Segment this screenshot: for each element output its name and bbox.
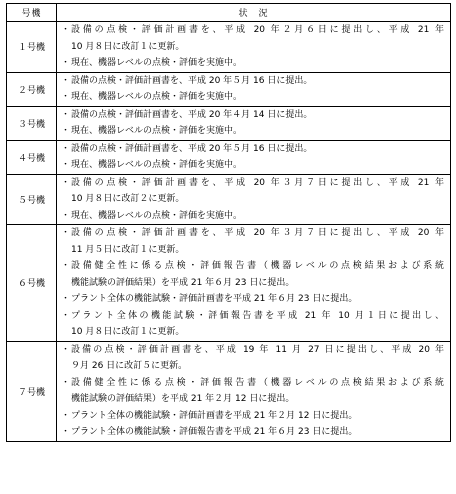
status-item [57, 107, 450, 124]
status-line: ・ 設備の点検・評価計画書を、平成 19 年 11 月 27 日に提出し、平成 20 年 [71, 344, 444, 355]
status-line: 機能試験の評価結果）を平成 21 年６月 23 日に提出。 [71, 277, 295, 288]
status-line: ・ 現在、機器レベルの点検・評価を実施中。 [71, 92, 243, 102]
status-item [57, 157, 450, 174]
status-item [57, 22, 450, 55]
status-line: ９月 26 日に改訂５に更新。 [71, 361, 188, 371]
status-line: ・ 設備の点検・評価計画書を、平成 20 年３月７日に提出し、平成 21 年 [71, 177, 444, 188]
status-item [57, 73, 450, 90]
status-table [6, 3, 451, 442]
unit-column-header: 号機 [7, 4, 57, 22]
table-row [7, 72, 451, 106]
status-cell [57, 140, 451, 174]
unit-cell: ２号機 [7, 72, 57, 106]
status-item [57, 175, 450, 208]
status-item [57, 308, 450, 341]
status-line: ・ プラント全体の機能試験・評価計画書を平成 21 年２月 12 日に提出。 [71, 410, 358, 421]
status-line: 10 月８日に改訂１に更新。 [71, 327, 185, 337]
status-line: ・ 現在、機器レベルの点検・評価を実施中。 [71, 210, 243, 221]
status-line: 機能試験の評価結果）を平成 21 年２月 12 日に提出。 [71, 394, 295, 404]
table-header-row [7, 4, 451, 22]
status-line: ・ 現在、機器レベルの点検・評価を実施中。 [71, 126, 243, 136]
status-item [57, 225, 450, 258]
unit-cell: ５号機 [7, 174, 57, 225]
status-item [57, 258, 450, 291]
table-row [7, 174, 451, 225]
status-line: ・ 設備の点検・評価計画書を、平成 20 年５月 16 日に提出。 [71, 143, 313, 154]
table-row [7, 22, 451, 73]
status-cell [57, 106, 451, 140]
status-cell [57, 225, 451, 342]
unit-cell: ７号機 [7, 341, 57, 441]
status-item [57, 342, 450, 375]
status-line: ・ 設備の点検・評価計画書を、平成 20 年２月６日に提出し、平成 21 年 [71, 25, 444, 35]
status-cell [57, 341, 451, 441]
status-line: ・ 設備の点検・評価計画書を、平成 20 年４月 14 日に提出。 [71, 109, 313, 120]
table-row [7, 341, 451, 441]
status-item [57, 141, 450, 158]
status-line: ・ 設備健全性に係る点検・評価報告書（機器レベルの点検結果および系統 [71, 377, 444, 388]
status-cell [57, 174, 451, 225]
status-line: ・ 現在、機器レベルの点検・評価を実施中。 [71, 58, 243, 68]
status-line: ・ 設備の点検・評価計画書を、平成 20 年３月７日に提出し、平成 20 年 [71, 228, 444, 238]
unit-cell: １号機 [7, 22, 57, 73]
status-item [57, 55, 450, 72]
status-line: 11 月５日に改訂１に更新。 [71, 244, 185, 255]
unit-cell: ６号機 [7, 225, 57, 342]
status-item [57, 89, 450, 106]
table-body [7, 22, 451, 442]
status-item [57, 408, 450, 425]
status-cell [57, 22, 451, 73]
status-item [57, 123, 450, 140]
status-line: ・ プラント全体の機能試験・評価報告書を平成 21 年 10 月１日に提出し、 [71, 310, 444, 321]
table-row [7, 140, 451, 174]
status-item [57, 375, 450, 408]
status-line: 10 月８日に改訂１に更新。 [71, 41, 185, 52]
status-cell [57, 72, 451, 106]
unit-cell: ３号機 [7, 106, 57, 140]
table-row [7, 225, 451, 342]
status-item [57, 424, 450, 441]
status-line: ・ 現在、機器レベルの点検・評価を実施中。 [71, 160, 243, 170]
status-item [57, 291, 450, 308]
status-column-header: 状 況 [57, 4, 451, 22]
status-line: 10 月８日に改訂２に更新。 [71, 194, 185, 204]
status-line: ・ プラント全体の機能試験・評価計画書を平成 21 年６月 23 日に提出。 [71, 294, 358, 304]
status-line: ・ 設備の点検・評価計画書を、平成 20 年５月 16 日に提出。 [71, 75, 313, 86]
status-table-container [6, 3, 451, 442]
unit-cell: ４号機 [7, 140, 57, 174]
table-row [7, 106, 451, 140]
status-line: ・ 設備健全性に係る点検・評価報告書（機器レベルの点検結果および系統 [71, 261, 444, 271]
status-line: ・ プラント全体の機能試験・評価報告書を平成 21 年６月 23 日に提出。 [71, 427, 358, 437]
status-item [57, 208, 450, 225]
